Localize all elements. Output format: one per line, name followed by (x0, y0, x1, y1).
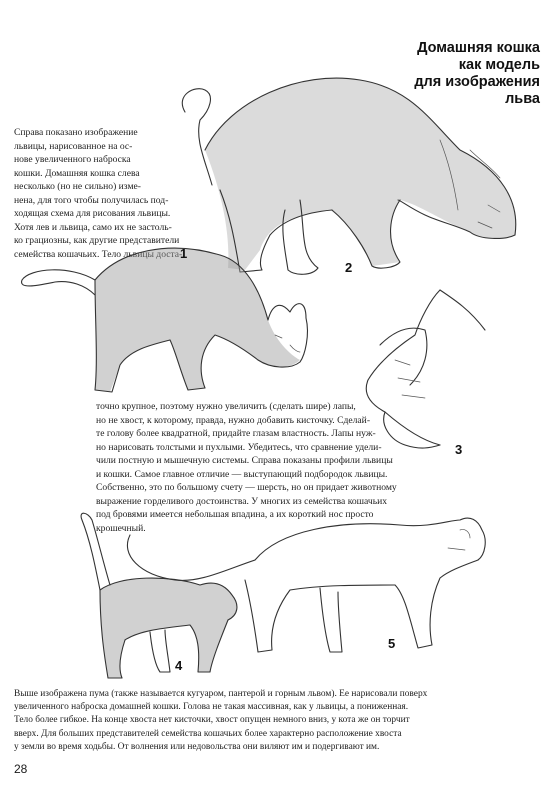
page-number: 28 (14, 762, 28, 776)
text-line: крошечный. (96, 522, 146, 534)
text-line: несколько (но не сильно) изме- (14, 181, 141, 192)
text-line: львицы, нарисованное на ос- (14, 140, 133, 152)
text-line: но нарисовать толстыми и пухлыми. Убедитесь, что сравнение удели- (96, 441, 382, 453)
profile-sketch (366, 290, 485, 448)
text-line: но не хвост, к которому, правда, нужно добавить кисточку. Сделай- (96, 414, 371, 426)
text-line: кошки. Домашняя кошка слева (14, 167, 140, 179)
lioness-sketch (182, 78, 515, 274)
text-line: те голову более квадратной, придайте глазам властность. Лапы нуж- (96, 428, 376, 439)
figure-label-3: 3 (455, 442, 463, 457)
text-line: нове увеличенного наброска (14, 154, 131, 165)
figure-label-2: 2 (345, 260, 353, 275)
text-line: точно крупное, поэтому нужно увеличить (сделать шире) лапы, (96, 401, 356, 412)
title-line: для изображения (414, 74, 540, 90)
figure-label-1: 1 (180, 246, 188, 261)
text-line: нена, для того чтобы получилась под- (14, 194, 169, 206)
figure-label-5: 5 (388, 636, 396, 651)
text-line: семейства кошачьих. Тело львицы доста- (14, 248, 183, 260)
figure-label-4: 4 (175, 658, 183, 673)
title-line: льва (505, 91, 540, 107)
text-line: выражение горделивого достоинства. У многих из семейства кошачьих (96, 495, 388, 507)
text-line: и кошки. Самое главное отличие — выступающий подбородок львицы. (96, 468, 388, 480)
title-line: Домашняя кошка (417, 40, 540, 56)
text-line: Тело более гибкое. На конце хвоста нет кисточки, хвост опущен немного вниз, у кота же он торчит (14, 715, 410, 726)
text-line: вверх. Для больших представителей семейства кошачьих более характерно расположение хвоста (14, 728, 402, 739)
text-line: Справа показано изображение (14, 127, 138, 138)
text-line: Хотя лев и львица, само их не застоль- (14, 221, 172, 233)
walking-cat-sketch (81, 513, 237, 678)
title-line: как модель (458, 57, 540, 73)
text-line: увеличенного наброска домашней кошки. Голова не такая массивная, как у львицы, а пониженная. (14, 702, 409, 713)
text-line: ходящая схема для рисования львицы. (14, 208, 171, 219)
cat-sketch (22, 248, 308, 392)
text-line: ко грациозны, как другие представители (14, 235, 180, 246)
text-line: Собственно, это по большому счету — шерсть, но он придает животному (96, 482, 397, 493)
text-line: у земли во время ходьбы. От волнения или недовольства они виляют им и подергивают им. (14, 741, 380, 752)
text-line: под бровями имеется небольшая впадина, а их короткий нос просто (96, 509, 374, 520)
text-line: чили постную и мышечную системы. Справа показаны профили львицы (96, 455, 393, 466)
text-line: Выше изображена пума (также называется кугуаром, пантерой и горным львом). Ее нарисовали поверх (14, 689, 428, 699)
